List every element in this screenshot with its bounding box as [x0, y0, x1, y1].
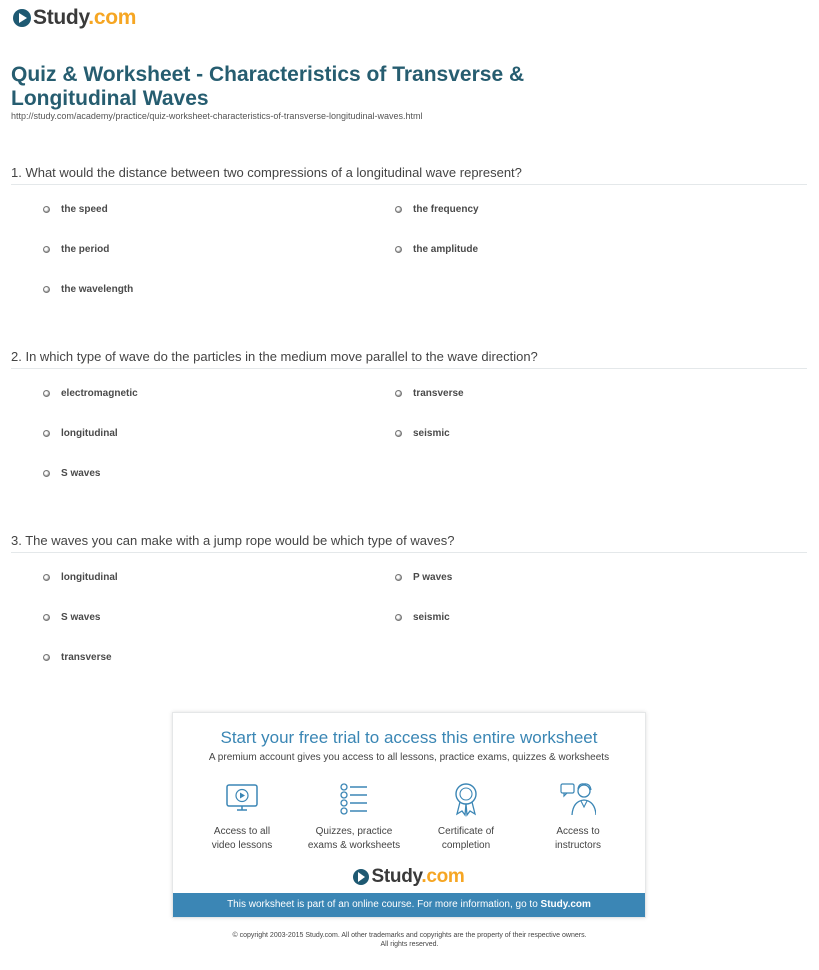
instructor-icon — [560, 781, 596, 817]
video-lesson-icon — [224, 781, 260, 817]
feature-certificate: Certificate of completion — [411, 781, 521, 853]
radio-icon[interactable] — [43, 286, 50, 293]
radio-icon[interactable] — [395, 246, 402, 253]
radio-icon[interactable] — [43, 574, 50, 581]
study-logo[interactable] — [13, 6, 136, 30]
option-q3-d[interactable]: seismic — [395, 612, 450, 623]
copyright-footer: © copyright 2003-2015 Study.com. All other trademarks and copyrights are the property of their respective owners. All rights reserved. — [232, 932, 587, 948]
option-q1-c[interactable]: the period — [43, 244, 109, 255]
logo-name: Study — [33, 6, 89, 29]
radio-icon[interactable] — [395, 390, 402, 397]
free-trial-subheading: A premium account gives you access to all lessons, practice exams, quizzes & worksheets — [208, 752, 610, 763]
option-q3-e[interactable]: transverse — [43, 652, 112, 663]
option-q1-d[interactable]: the amplitude — [395, 244, 478, 255]
feature-quizzes: Quizzes, practice exams & worksheets — [299, 781, 409, 853]
option-q1-b[interactable]: the frequency — [395, 204, 479, 215]
radio-icon[interactable] — [43, 390, 50, 397]
radio-icon[interactable] — [395, 574, 402, 581]
feature-instructors: Access to instructors — [523, 781, 633, 853]
option-q2-d[interactable]: seismic — [395, 428, 450, 439]
question-3: 3. The waves you can make with a jump rope would be which type of waves? — [11, 533, 455, 548]
radio-icon[interactable] — [395, 206, 402, 213]
question-divider — [11, 368, 807, 369]
page-url: http://study.com/academy/practice/quiz-worksheet-characteristics-of-transverse-longitudinal-waves.html — [11, 111, 423, 121]
option-q3-a[interactable]: longitudinal — [43, 572, 118, 583]
radio-icon[interactable] — [43, 430, 50, 437]
question-divider — [11, 184, 807, 185]
free-trial-card — [172, 712, 646, 918]
course-info-bar: This worksheet is part of an online course. For more information, go to Study.com — [173, 893, 645, 917]
option-q2-e[interactable]: S waves — [43, 468, 100, 479]
card-study-logo[interactable]: Study.com — [173, 866, 645, 888]
radio-icon[interactable] — [395, 614, 402, 621]
radio-icon[interactable] — [43, 470, 50, 477]
free-trial-heading[interactable]: Start your free trial to access this entire worksheet — [220, 728, 598, 747]
certificate-icon — [448, 781, 484, 817]
radio-icon[interactable] — [43, 246, 50, 253]
radio-icon[interactable] — [43, 206, 50, 213]
play-logo-icon — [353, 869, 369, 885]
option-q3-c[interactable]: S waves — [43, 612, 100, 623]
question-2: 2. In which type of wave do the particles in the medium move parallel to the wave direction? — [11, 349, 538, 364]
option-q1-a[interactable]: the speed — [43, 204, 108, 215]
feature-video-lessons: Access to all video lessons — [187, 781, 297, 853]
option-q1-e[interactable]: the wavelength — [43, 284, 133, 295]
logo-suffix: .com — [88, 6, 137, 29]
page-title: Quiz & Worksheet - Characteristics of Transverse & Longitudinal Waves — [11, 63, 525, 110]
question-1: 1. What would the distance between two compressions of a longitudinal wave represent? — [11, 165, 522, 180]
play-logo-icon — [13, 9, 31, 27]
radio-icon[interactable] — [43, 614, 50, 621]
question-divider — [11, 552, 807, 553]
option-q3-b[interactable]: P waves — [395, 572, 452, 583]
option-q2-b[interactable]: transverse — [395, 388, 464, 399]
option-q2-c[interactable]: longitudinal — [43, 428, 118, 439]
quiz-list-icon — [336, 781, 372, 817]
option-q2-a[interactable]: electromagnetic — [43, 388, 138, 399]
radio-icon[interactable] — [395, 430, 402, 437]
study-link[interactable]: Study.com — [540, 899, 591, 910]
radio-icon[interactable] — [43, 654, 50, 661]
